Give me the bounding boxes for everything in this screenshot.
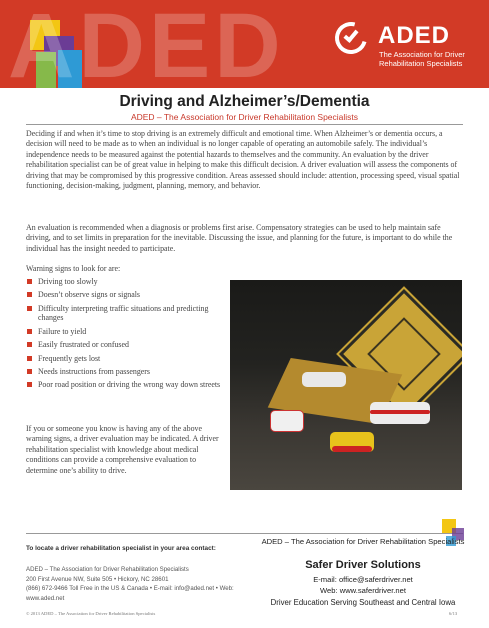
toy-ambulance <box>270 410 304 432</box>
bullet-icon <box>27 342 32 347</box>
locate-heading: To locate a driver rehabilitation specialist in your area contact: <box>26 545 216 552</box>
header-band <box>0 0 489 88</box>
bullet-icon <box>27 292 32 297</box>
provider-area: Driver Education Serving Southeast and Central Iowa <box>270 598 456 607</box>
bullet-icon <box>27 306 32 311</box>
contact-line: ADED – The Association for Driver Rehabilitation Specialists <box>26 566 189 573</box>
warning-heading: Warning signs to look for are: <box>26 264 121 273</box>
page-subtitle: ADED – The Association for Driver Rehabilitation Specialists <box>130 112 359 122</box>
bullet-icon <box>27 382 32 387</box>
page-title: Driving and Alzheimer’s/Dementia <box>119 93 370 110</box>
list-item: Difficulty interpreting traffic situations and predicting changes <box>26 304 226 323</box>
list-item: Needs instructions from passengers <box>26 367 226 377</box>
copyright: © 2013 ADED – The Association for Driver Rehabilitation Specialists <box>26 611 156 616</box>
warning-list <box>26 277 226 394</box>
header-wordmark: ADED <box>8 0 285 88</box>
bullet-icon <box>27 369 32 374</box>
logo-name: ADED <box>378 22 451 49</box>
divider-top <box>26 124 463 125</box>
closing-paragraph: If you or someone you know is having any of the above warning signs, a driver evaluation may be indicated. A driver rehabilitation specialist with knowledge about medical conditions can provide a comprehensive evaluation to determine one’s ability to drive. <box>26 424 219 475</box>
bullet-icon <box>27 329 32 334</box>
list-item: Poor road position or driving the wrong way down streets <box>26 380 226 390</box>
provider-name: Safer Driver Solutions <box>305 559 421 571</box>
contact-line: (866) 672-9466 Toll Free in the US & Canada • E-mail: info@aded.net • Web: www.aded.net <box>26 585 234 602</box>
list-item: Doesn’t observe signs or signals <box>26 290 226 300</box>
toy-car-white <box>302 372 346 387</box>
toy-cars-photo <box>230 280 462 490</box>
provider-org: ADED – The Association for Driver Rehabilitation Specialists <box>261 537 465 546</box>
logo-tagline: The Association for Driver Rehabilitation Specialists <box>379 50 465 68</box>
provider-email: E-mail: office@saferdriver.net <box>313 575 413 584</box>
contact-line: 200 First Avenue NW, Suite 505 • Hickory, NC 28601 <box>26 575 169 583</box>
list-item: Driving too slowly <box>26 277 226 287</box>
list-item: Frequently gets lost <box>26 354 226 364</box>
list-item: Easily frustrated or confused <box>26 340 226 350</box>
list-item: Failure to yield <box>26 327 226 337</box>
intro-paragraph: Deciding if and when it’s time to stop driving is an extremely difficult and emotional time. When Alzheimer’s or dementia occurs, a decision will need to be made as to when an individual is no longer capable of operating an automobile safely. The individual’s independence needs to be measured against the potential hazards to themselves and the community. An evaluation by the driver rehabilitation specialist can be of great value in helping to make this difficult decision. A driver evaluation will assess the components of driving that may be compromised by this progressive condition. Areas assessed should include: attention, processing speed, visual spatial functioning, decision-making, judgment, planning, memory, and behavior. <box>26 129 460 191</box>
toy-car-yellow-stripe <box>332 446 372 452</box>
version-code: 6/13 <box>449 611 458 616</box>
toy-tanker-stripe <box>370 410 430 414</box>
bullet-icon <box>27 356 32 361</box>
aded-contact <box>26 565 254 603</box>
provider-web: Web: www.saferdriver.net <box>320 586 406 595</box>
recommendation-paragraph: An evaluation is recommended when a diagnosis or problems first arise. Compensatory strategies can be used to help maintain safe driving, and to set limits in preparation for the inevitable. Discussing the issue, and planning for the future, is important to do while the individual has the insight needed to participate. <box>26 223 453 253</box>
divider-bottom <box>26 533 463 534</box>
bullet-icon <box>27 279 32 284</box>
